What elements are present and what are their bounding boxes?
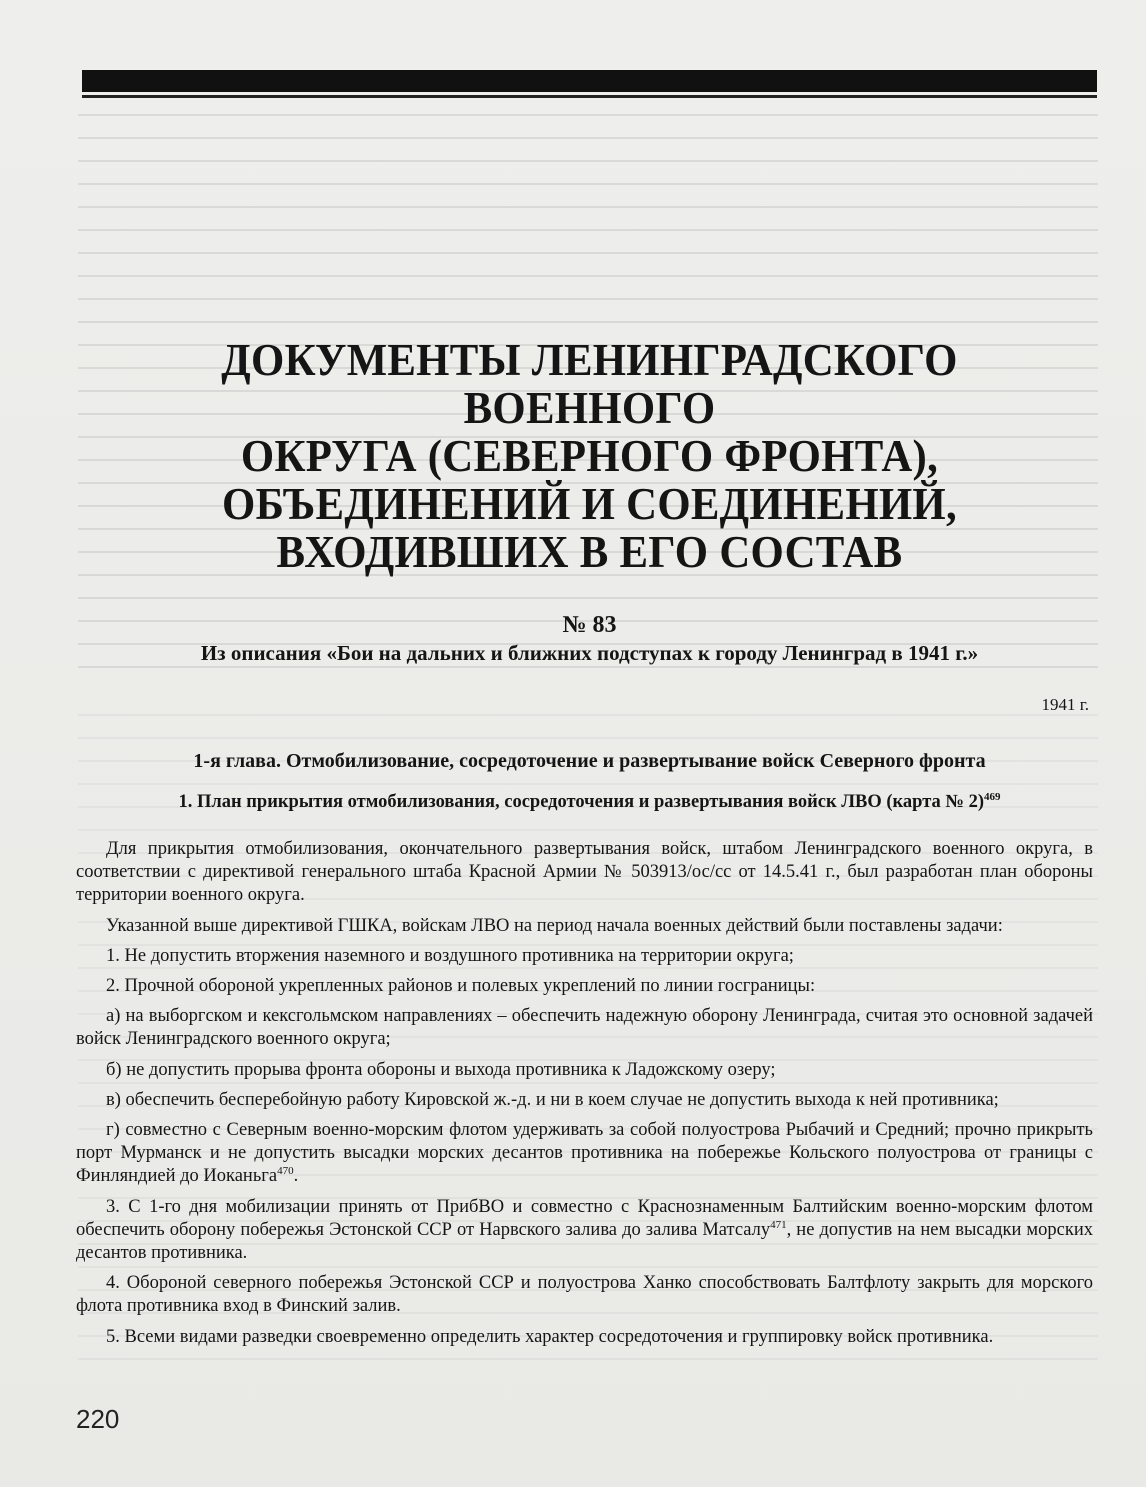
section-title	[118, 336, 1062, 576]
paragraph-text: 3. С 1-го дня мобилизации принять от ПрибВО и совместно с Краснознаменным Балтийским военно-морским флотом обеспечить оборону побережья Эстонской ССР от Нарвского залива до залива Матсалу	[76, 1196, 1093, 1240]
paragraph: а) на выборгском и кексгольмском направлениях – обеспечить надежную оборону Ленинграда, считая это основной задачей войск Ленинградского военного округа;	[76, 1006, 1093, 1050]
title-line: ВХОДИВШИХ В ЕГО СОСТАВ	[276, 526, 903, 577]
paragraph: Указанной выше директивой ГШКА, войскам ЛВО на период начала военных действий были поставлены задачи:	[106, 915, 1003, 936]
paragraph-end: .	[293, 1166, 299, 1187]
title-line: ОКРУГА (СЕВЕРНОГО ФРОНТА),	[240, 430, 939, 481]
document-date: 1941 г.	[1041, 695, 1089, 714]
paragraph: 4. Обороной северного побережья Эстонской ССР и полуострова Ханко способствовать Балтфлоту закрыть для морского флота противника вход в Финский залив.	[76, 1273, 1093, 1317]
chapter-heading: 1-я глава. Отмобилизование, сосредоточение и развертывание войск Северного фронта	[193, 750, 986, 772]
header-rule-thin	[82, 95, 1097, 98]
footnote-ref: 470	[277, 1165, 294, 1178]
title-line: ДОКУМЕНТЫ ЛЕНИНГРАДСКОГО ВОЕННОГО	[221, 334, 958, 433]
footnote-ref: 469	[984, 790, 1001, 803]
paragraph: Для прикрытия отмобилизования, окончательного развертывания войск, штабом Ленинградского военного округа, в соответствии с директивой генерального штаба Красной Армии № 503913/ос/сс от 14.5.41 г., был разработан план обороны территории военного округа.	[76, 839, 1093, 906]
title-line: ОБЪЕДИНЕНИЙ И СОЕДИНЕНИЙ,	[222, 478, 957, 529]
footnote-ref: 471	[770, 1218, 787, 1231]
paragraph: б) не допустить прорыва фронта обороны и выхода противника к Ладожскому озеру;	[106, 1059, 776, 1080]
paragraph: в) обеспечить бесперебойную работу Кировской ж.-д. и ни в коем случае не допустить выхода к ней противника;	[106, 1089, 999, 1110]
paragraph: 5. Всеми видами разведки своевременно определить характер сосредоточения и группировку войск противника.	[106, 1326, 994, 1347]
section-heading	[82, 792, 1097, 813]
body-text	[76, 838, 1093, 1356]
document-number: № 83	[562, 612, 617, 638]
paragraph: 1. Не допустить вторжения наземного и воздушного противника на территории округа;	[106, 945, 794, 966]
paragraph-end: , не допустив на нем высадки морских десантов противника.	[76, 1219, 1093, 1264]
section-heading-text: 1. План прикрытия отмобилизования, сосредоточения и развертывания войск ЛВО (карта № 2)	[178, 792, 985, 812]
paragraph	[76, 1196, 1093, 1266]
page-number: 220	[76, 1404, 120, 1434]
document-subtitle: Из описания «Бои на дальних и ближних подступах к городу Ленинград в 1941 г.»	[200, 641, 979, 665]
paragraph-text: г) совместно с Северным военно-морским флотом удерживать за собой полуострова Рыбачий и Средний; прочно прикрыть порт Мурманск и не допустить высадки морских десантов противника на побережье Кольского полуострова от границы с Финляндией до Иоканьга	[76, 1120, 1093, 1187]
header-rule	[82, 70, 1097, 92]
paragraph: 2. Прочной обороной укрепленных районов и полевых укреплений по линии госграницы:	[106, 976, 816, 997]
paragraph	[76, 1119, 1093, 1189]
